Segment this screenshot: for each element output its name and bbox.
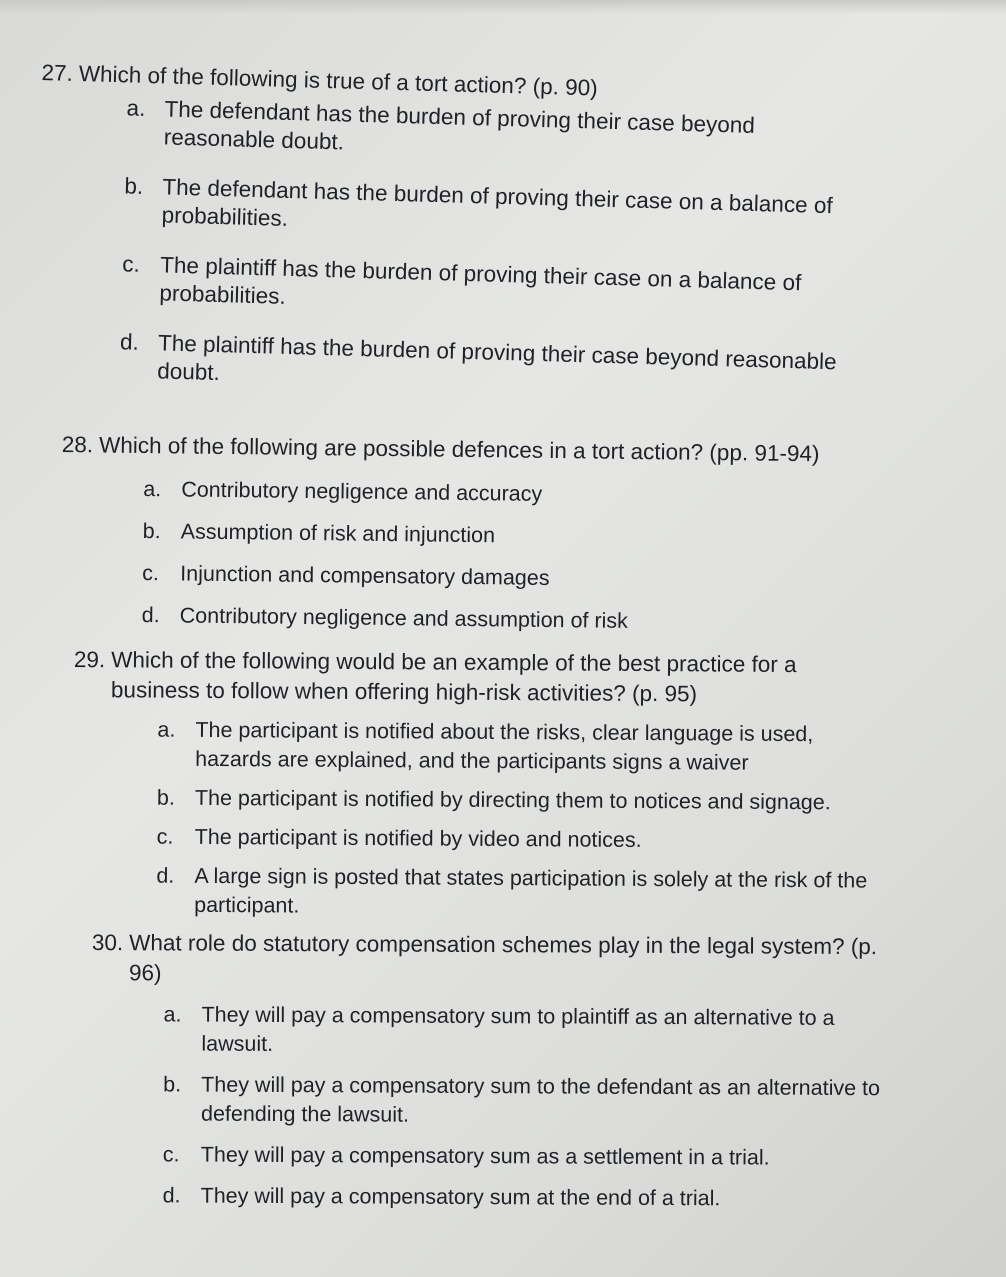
question-heading: [92, 928, 902, 992]
option-letter: c.: [142, 560, 160, 586]
question-text: Which of the following would be an example of the best practice for a business to follow when offering high-risk activities? (p. 95): [110, 647, 797, 707]
option-letter: d.: [141, 602, 160, 628]
question-28: [60, 430, 912, 639]
option-text: They will pay a compensatory sum as a settlement in a trial.: [200, 1142, 770, 1170]
option-text: The defendant has the burden of proving their case on a balance of probabilities.: [161, 174, 834, 231]
option-d: [142, 601, 910, 639]
option-a: [143, 475, 911, 513]
option-text: The participant is notified by video and notices.: [194, 824, 642, 852]
option-text: The defendant has the burden of proving their case beyond reasonable doubt.: [163, 96, 756, 155]
option-text: Contributory negligence and accuracy: [181, 477, 543, 506]
option-c: [157, 823, 877, 857]
option-b: [123, 172, 864, 249]
question-27: [33, 58, 837, 401]
option-letter: d.: [119, 329, 140, 355]
option-list: [142, 475, 912, 639]
question-number: 27.: [41, 59, 74, 86]
option-a: [125, 94, 866, 171]
option-text: They will pay a compensatory sum at the end of a trial.: [200, 1183, 721, 1211]
option-list: [156, 716, 877, 925]
option-a: [157, 716, 877, 779]
option-letter: c.: [121, 251, 141, 277]
option-letter: b.: [156, 785, 175, 810]
option-text: The participant is notified by directing them to notices and signage.: [194, 785, 831, 815]
question-number: 29.: [73, 646, 106, 673]
option-d: [156, 862, 876, 925]
option-letter: a.: [143, 476, 162, 502]
option-b: [163, 1070, 903, 1132]
option-letter: a.: [163, 1002, 182, 1027]
option-letter: b.: [124, 173, 144, 199]
option-letter: b.: [142, 518, 161, 544]
option-text: The participant is notified about the risks, clear language is used, hazards are explained, and the participants signs a waiver: [195, 717, 814, 775]
option-a: [163, 1000, 903, 1062]
question-heading: [62, 430, 912, 470]
option-letter: b.: [163, 1072, 182, 1097]
option-list: [163, 1000, 904, 1214]
option-letter: d.: [156, 863, 175, 888]
option-list: [119, 94, 867, 405]
question-number: 30.: [91, 930, 124, 956]
question-30: [91, 928, 902, 1214]
option-text: Assumption of risk and injunction: [180, 519, 496, 548]
option-c: [121, 250, 862, 327]
option-text: They will pay a compensatory sum to the defendant as an alternative to defending the lawsuit.: [200, 1072, 881, 1127]
option-letter: a.: [157, 717, 176, 742]
question-text: Which of the following is true of a tort action? (p. 90): [78, 61, 599, 101]
option-d: [163, 1181, 903, 1214]
question-text: Which of the following are possible defences in a tort action? (pp. 91-94): [98, 432, 820, 467]
option-letter: c.: [156, 824, 174, 849]
option-letter: c.: [162, 1142, 180, 1167]
question-number: 28.: [61, 431, 94, 458]
question-heading: [74, 645, 874, 711]
option-text: Injunction and compensatory damages: [180, 561, 550, 590]
option-c: [142, 559, 910, 597]
option-letter: a.: [126, 95, 146, 121]
option-text: Contributory negligence and assumption of risk: [179, 603, 629, 633]
option-text: A large sign is posted that states participation is solely at the risk of the participant.: [194, 863, 868, 918]
page-top-edge: [0, 0, 1006, 14]
question-29: [72, 645, 874, 925]
option-text: The plaintiff has the burden of proving their case beyond reasonable doubt.: [156, 330, 837, 386]
option-c: [163, 1140, 903, 1173]
option-b: [143, 517, 911, 555]
option-b: [157, 784, 877, 818]
question-text: What role do statutory compensation schemes play in the legal system? (p. 96): [128, 930, 878, 986]
option-letter: d.: [162, 1183, 181, 1208]
option-d: [119, 328, 860, 405]
option-text: The plaintiff has the burden of proving their case on a balance of probabilities.: [159, 252, 802, 309]
option-text: They will pay a compensatory sum to plaintiff as an alternative to a lawsuit.: [201, 1002, 835, 1056]
